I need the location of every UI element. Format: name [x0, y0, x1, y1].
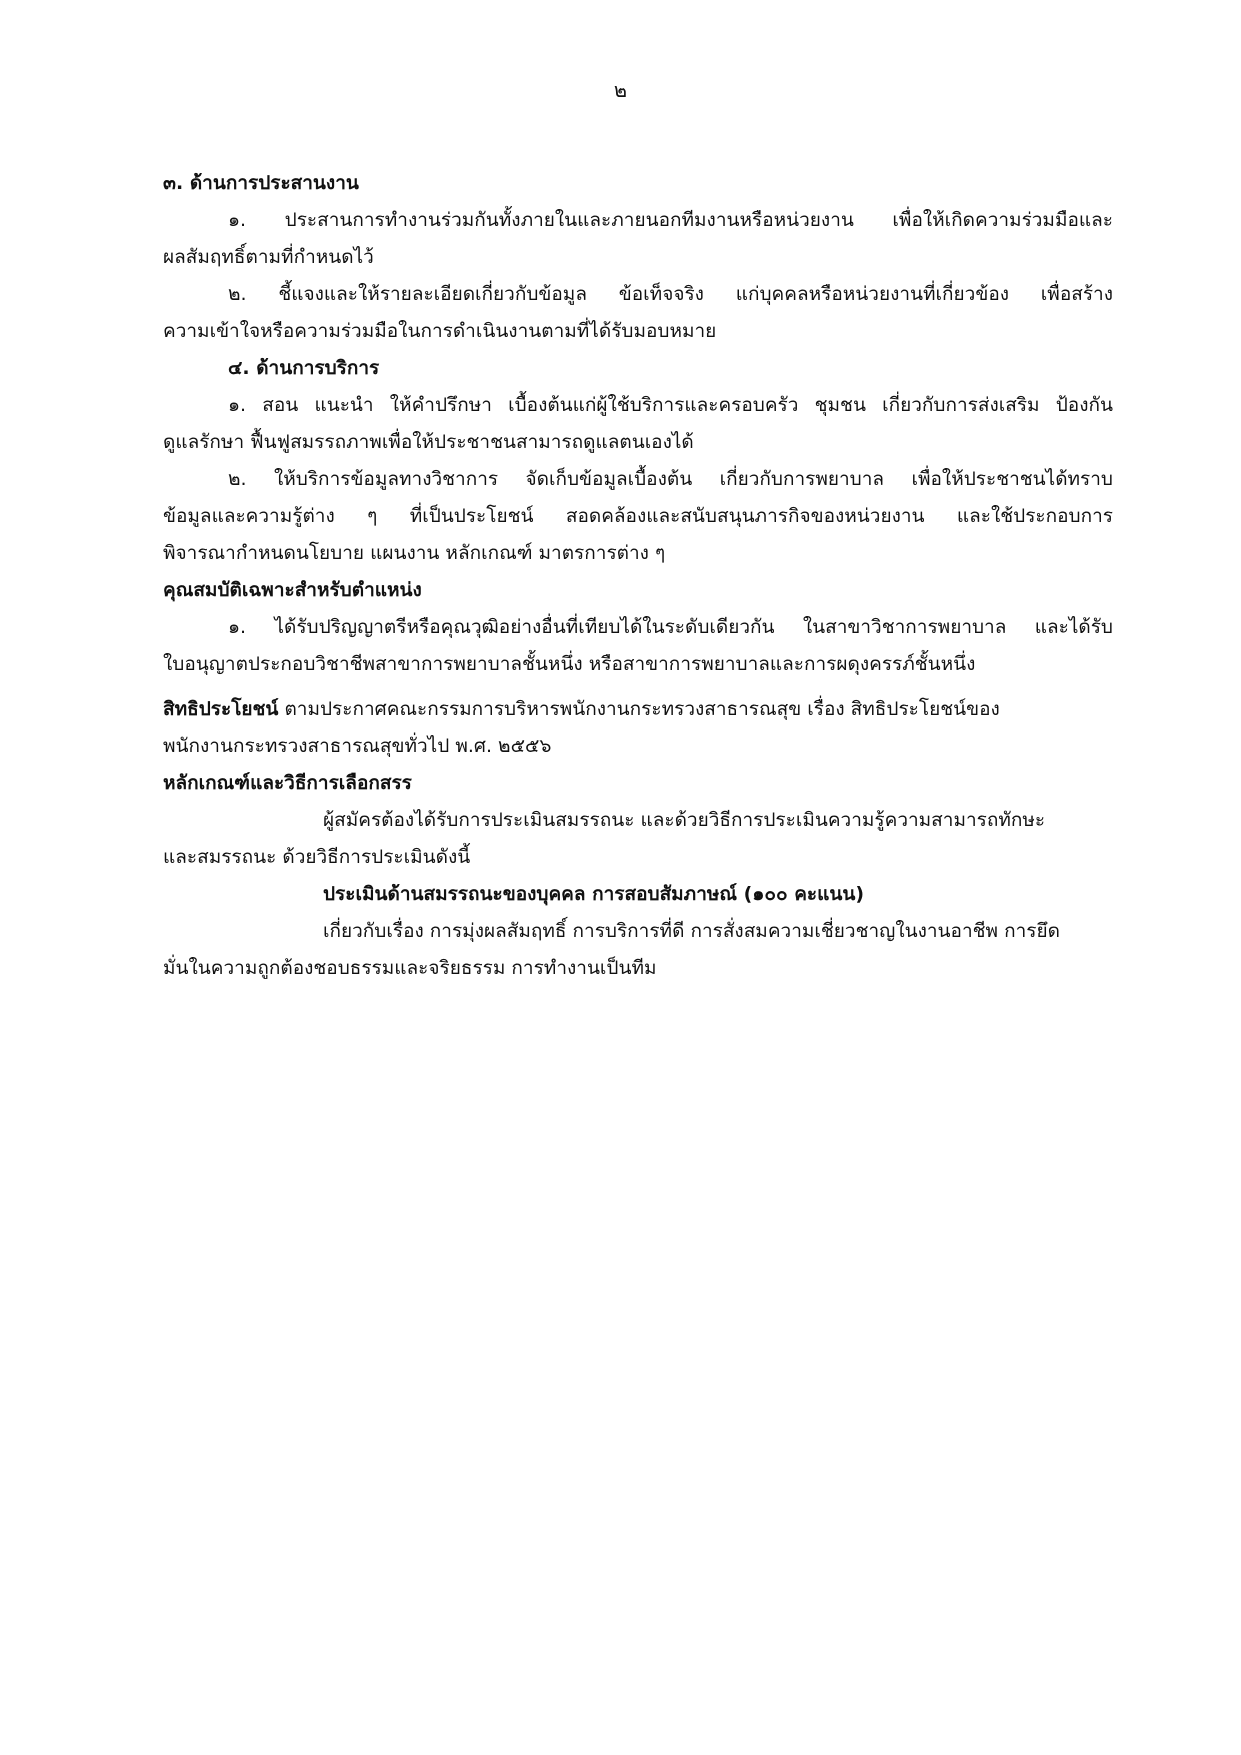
qualifications-item-1-line-2: ใบอนุญาตประกอบวิชาชีพสาขาการพยาบาลชั้นหนึ่ง หรือสาขาการพยาบาลและการผดุงครรภ์ชั้นหนึ่ง	[163, 653, 976, 675]
section-heading-coordination: ๓. ด้านการประสานงาน	[163, 172, 359, 194]
section-heading-qualifications: คุณสมบัติเฉพาะสำหรับตำแหน่ง	[163, 579, 422, 601]
service-item-2-line-2: ข้อมูลและความรู้ต่าง ๆ ที่เป็นประโยชน์ สอดคล้องและสนับสนุนภารกิจของหน่วยงาน และใช้ประกอบการ	[163, 505, 1113, 527]
benefits-line-1-text: ตามประกาศคณะกรรมการบริหารพนักงานกระทรวงสาธารณสุข เรื่อง สิทธิประโยชน์ของ	[278, 698, 1000, 720]
document-body	[163, 165, 1113, 987]
service-item-1-line-1: ๑. สอน แนะนำ ให้คำปรึกษา เบื้องต้นแก่ผู้ใช้บริการและครอบครัว ชุมชน เกี่ยวกับการส่งเสริม ป้องกัน	[228, 394, 1113, 416]
coordination-item-2-line-1: ๒. ชี้แจงและให้รายละเอียดเกี่ยวกับข้อมูล ข้อเท็จจริง แก่บุคคลหรือหน่วยงานที่เกี่ยวข้อง เพื่อสร้าง	[228, 283, 1113, 305]
coordination-item-1-line-2: ผลสัมฤทธิ์ตามที่กำหนดไว้	[163, 246, 374, 268]
benefits-line-1	[163, 691, 1113, 728]
benefits-label: สิทธิประโยชน์	[163, 698, 279, 720]
selection-para-1-line-2: และสมรรถนะ ด้วยวิธีการประเมินดังนี้	[163, 846, 471, 868]
coordination-item-1-line-1: ๑. ประสานการทำงานร่วมกันทั้งภายในและภายนอกทีมงานหรือหน่วยงาน เพื่อให้เกิดความร่วมมือและ	[228, 209, 1113, 231]
service-item-2-line-1: ๒. ให้บริการข้อมูลทางวิชาการ จัดเก็บข้อมูลเบื้องต้น เกี่ยวกับการพยาบาล เพื่อให้ประชาชนได้ทราบ	[228, 468, 1113, 490]
selection-para-2-line-2: มั่นในความถูกต้องชอบธรรมและจริยธรรม การทำงานเป็นทีม	[163, 957, 657, 979]
selection-para-1-line-1: ผู้สมัครต้องได้รับการประเมินสมรรถนะ และด้วยวิธีการประเมินความรู้ความสามารถทักษะ	[323, 809, 1046, 831]
benefits-line-2: พนักงานกระทรวงสาธารณสุขทั่วไป พ.ศ. ๒๕๕๖	[163, 735, 552, 757]
page-number: ๒	[613, 78, 628, 102]
service-item-1-line-2: ดูแลรักษา ฟื้นฟูสมรรถภาพเพื่อให้ประชาชนสามารถดูแลตนเองได้	[163, 431, 694, 453]
coordination-item-2-line-2: ความเข้าใจหรือความร่วมมือในการดำเนินงานตามที่ได้รับมอบหมาย	[163, 320, 717, 342]
qualifications-item-1-line-1: ๑. ได้รับปริญญาตรีหรือคุณวุฒิอย่างอื่นที่เทียบได้ในระดับเดียวกัน ในสาขาวิชาการพยาบาล และได้รับ	[228, 616, 1113, 638]
selection-subheading: ประเมินด้านสมรรถนะของบุคคล การสอบสัมภาษณ์ (๑๐๐ คะแนน)	[323, 883, 865, 905]
section-heading-service: ๔. ด้านการบริการ	[228, 357, 380, 379]
selection-para-2-line-1: เกี่ยวกับเรื่อง การมุ่งผลสัมฤทธิ์ การบริการที่ดี การสั่งสมความเชี่ยวชาญในงานอาชีพ การยึด	[323, 920, 1060, 942]
service-item-2-line-3: พิจารณากำหนดนโยบาย แผนงาน หลักเกณฑ์ มาตรการต่าง ๆ	[163, 542, 666, 564]
section-heading-selection: หลักเกณฑ์และวิธีการเลือกสรร	[163, 772, 412, 794]
